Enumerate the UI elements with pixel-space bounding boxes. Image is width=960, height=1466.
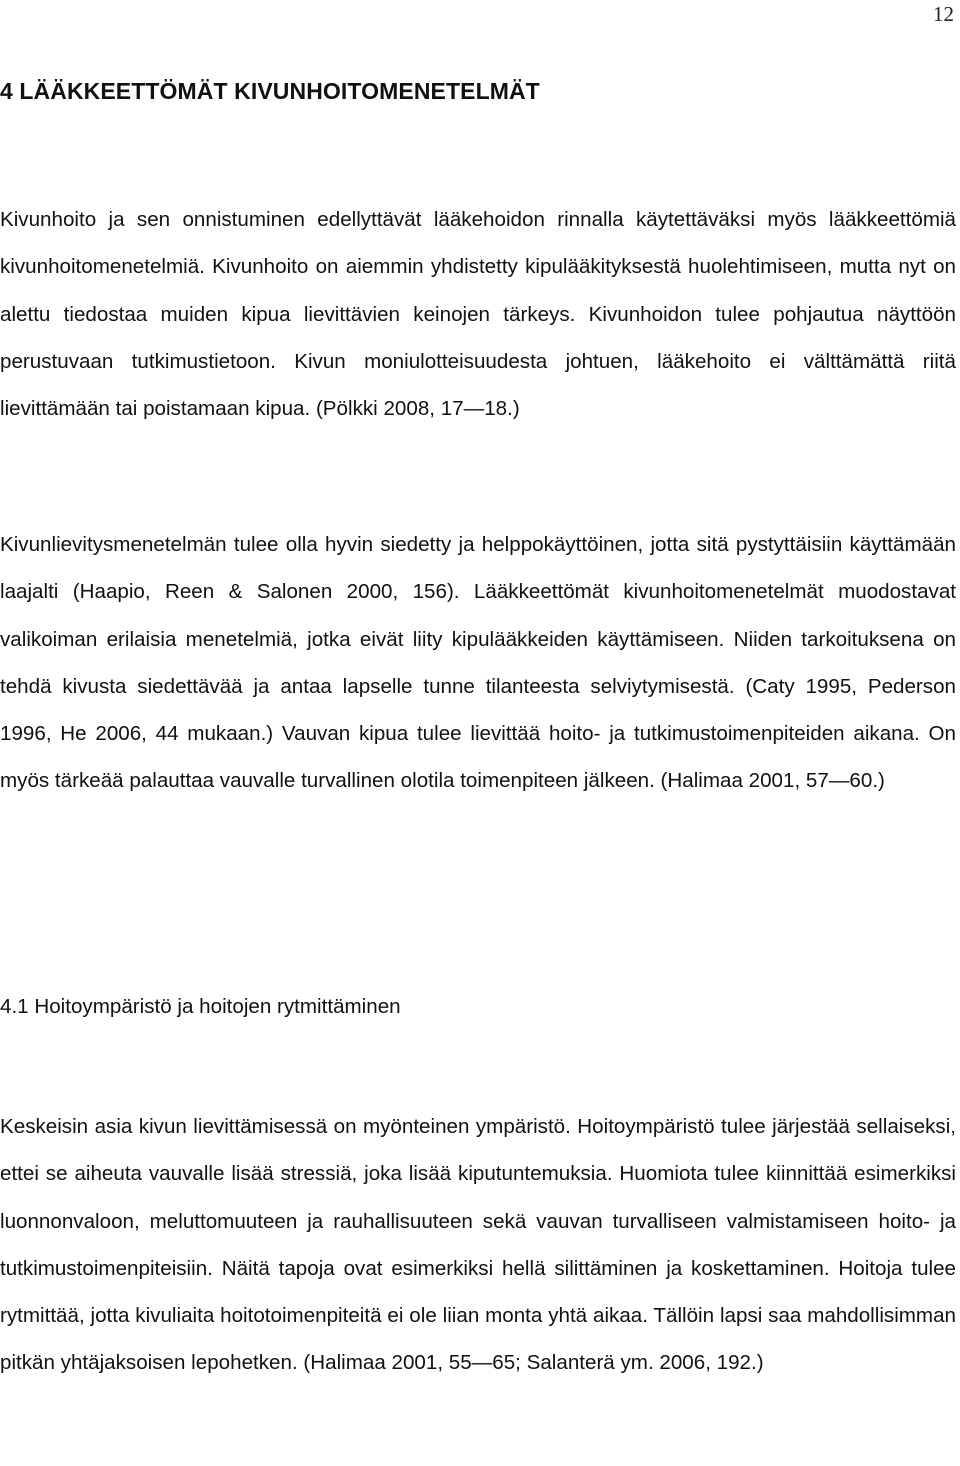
section-heading: 4.1 Hoitoympäristö ja hoitojen rytmittäminen: [0, 995, 401, 1018]
paragraph-methods: Kivunlievitysmenetelmän tulee olla hyvin siedetty ja helppokäyttöinen, jotta sitä pystyttäisiin käyttämään laajalti (Haapio, Reen & Salonen 2000, 156). Lääkkeettömät kivunhoitomenetelmät muodostavat valikoiman erilaisia menetelmiä, jotka eivät liity kipulääkkeiden käyttämiseen. Niiden tarkoituksena on tehdä kivusta siedettävää ja antaa lapselle tunne tilanteesta selviytymisestä. (Caty 1995, Pederson 1996, He 2006, 44 mukaan.) Vauvan kipua tulee lievittää hoito- ja tutkimustoimenpiteiden aikana. On myös tärkeää palauttaa vauvalle turvallinen olotila toimenpiteen jälkeen. (Halimaa 2001, 57—60.): [0, 533, 956, 793]
paragraph-intro: Kivunhoito ja sen onnistuminen edellyttävät lääkehoidon rinnalla käytettäväksi myös lääkkeettömiä kivunhoitomenetelmiä. Kivunhoito on aiemmin yhdistetty kipulääkityksestä huolehtimiseen, mutta nyt on alettu tiedostaa muiden kipua lievittävien keinojen tärkeys. Kivunhoidon tulee pohjautua näyttöön perustuvaan tutkimustietoon. Kivun moniulotteisuudesta johtuen, lääkehoito ei välttämättä riitä lievittämään tai poistamaan kipua. (Pölkki 2008, 17—18.): [0, 208, 956, 421]
chapter-title: 4 LÄÄKKEETTÖMÄT KIVUNHOITOMENETELMÄT: [0, 78, 540, 104]
paragraph-environment: Keskeisin asia kivun lievittämisessä on myönteinen ympäristö. Hoitoympäristö tulee järjestää sellaiseksi, ettei se aiheuta vauvalle lisää stressiä, joka lisää kiputuntemuksia. Huomiota tulee kiinnittää esimerkiksi luonnonvaloon, meluttomuuteen ja rauhallisuuteen sekä vauvan turvalliseen valmistamiseen hoito- ja tutkimustoimenpiteisiin. Näitä tapoja ovat esimerkiksi hellä silittäminen ja koskettaminen. Hoitoja tulee rytmittää, jotta kivuliaita hoitotoimenpiteitä ei ole liian monta yhtä aikaa. Tällöin lapsi saa mahdollisimman pitkän yhtäjaksoisen lepohetken. (Halimaa 2001, 55—65; Salanterä ym. 2006, 192.): [0, 1115, 956, 1375]
page-number: 12: [933, 2, 954, 26]
